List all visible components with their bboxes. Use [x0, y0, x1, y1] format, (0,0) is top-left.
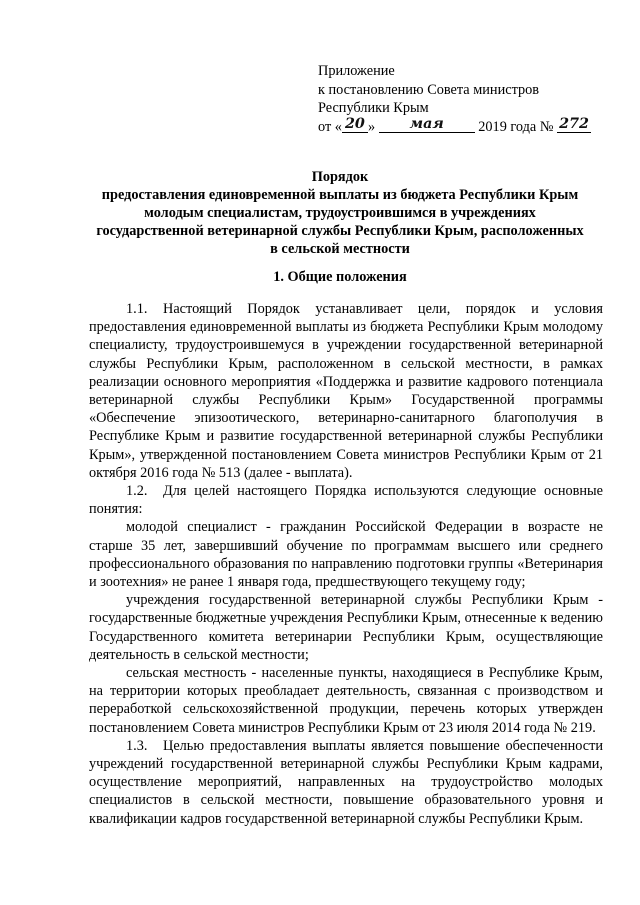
clause-text: Для целей настоящего Порядка используются следующие основные понятия:	[89, 483, 603, 518]
title-heading: Порядок	[311, 169, 369, 185]
handwritten-number: 272	[559, 115, 589, 132]
handwritten-day: 20	[344, 115, 365, 132]
clause-text: Настоящий Порядок устанавливает цели, порядок и условия предоставления единовременной выплаты из бюджета Республики Крым молодому специалисту, трудоустроившемуся в учреждении государственной ветеринарной службы Республики Крым, расположенном в сельской местности, в рамках реализации основного мероприятия «Поддержка и развитие кадрового потенциала ветеринарной службы Республики Крым» Государственной программы «Обеспечение эпизоотического, ветеринарно-санитарного благополучия в Республике Крым и развитие государственной ветеринарной службы Республики Крым», утвержденной постановлением Совета министров Республики Крым от 21 октября 2016 года № 513 (далее - выплата).	[89, 301, 603, 481]
appendix-label: Приложение	[318, 63, 395, 79]
title-line-1: предоставления единовременной выплаты из бюджета Республики Крым	[101, 187, 579, 203]
appendix-resolution: к постановлению Совета министров	[318, 81, 540, 98]
clause-number: 1.2.	[126, 483, 148, 500]
date-close: »	[367, 118, 376, 135]
date-prefix: от «	[318, 118, 342, 135]
day-field	[342, 115, 368, 133]
handwritten-month: мая	[409, 115, 444, 132]
month-field	[379, 115, 475, 133]
year-text: 2019 года №	[478, 118, 554, 135]
title-line-4: в сельской местности	[270, 241, 410, 257]
clause-text: Целью предоставления выплаты является повышение обеспеченности учреждений государственной ветеринарной службы Республики Крым кадрами, осуществление мероприятий, направленных на трудоустройство молодых специалистов в сельской местности, повышение образовательного уровня и квалификации кадров государственной ветеринарной службы Республики Крым.	[89, 737, 603, 827]
definition-vet-institutions: учреждения государственной ветеринарной службы Республики Крым - государственные бюджетные учреждения Республики Крым, отнесенные к ведению Государственного комитета ветеринарии Республики Крым, осуществляющие деятельность в сельской местности;	[89, 592, 603, 663]
section-title: 1. Общие положения	[273, 269, 407, 285]
definition-young-specialist: молодой специалист - гражданин Российской Федерации в возрасте не старше 35 лет, завершивший обучение по программам высшего или среднего профессионального образования по направлению подготовки группы «Ветеринария и зоотехния» не ранее 1 января года, предшествующего текущему году;	[89, 519, 603, 591]
number-field	[557, 115, 591, 133]
appendix-region: Республики Крым	[318, 100, 429, 116]
paragraph-1-3	[89, 737, 603, 828]
document-title	[70, 168, 610, 258]
title-line-3: государственной ветеринарной службы Республики Крым, расположенных	[96, 223, 584, 239]
appendix-header	[318, 62, 618, 136]
definition-rural-area: сельская местность - населенные пункты, находящиеся в Республике Крым, на территории которых преобладает деятельность, связанная с производством и переработкой сельскохозяйственной продукции, перечень которых утвержден постановлением Совета министров Республики Крым от 23 июля 2014 года № 219.	[89, 665, 603, 736]
appendix-date-line	[318, 115, 618, 137]
document-body	[89, 300, 603, 828]
title-line-2: молодым специалистам, трудоустроившимся в учреждениях	[144, 205, 536, 221]
clause-number: 1.3.	[126, 737, 148, 754]
paragraph-1-1	[89, 300, 603, 482]
paragraph-1-2	[89, 482, 603, 518]
clause-number: 1.1.	[126, 301, 148, 317]
